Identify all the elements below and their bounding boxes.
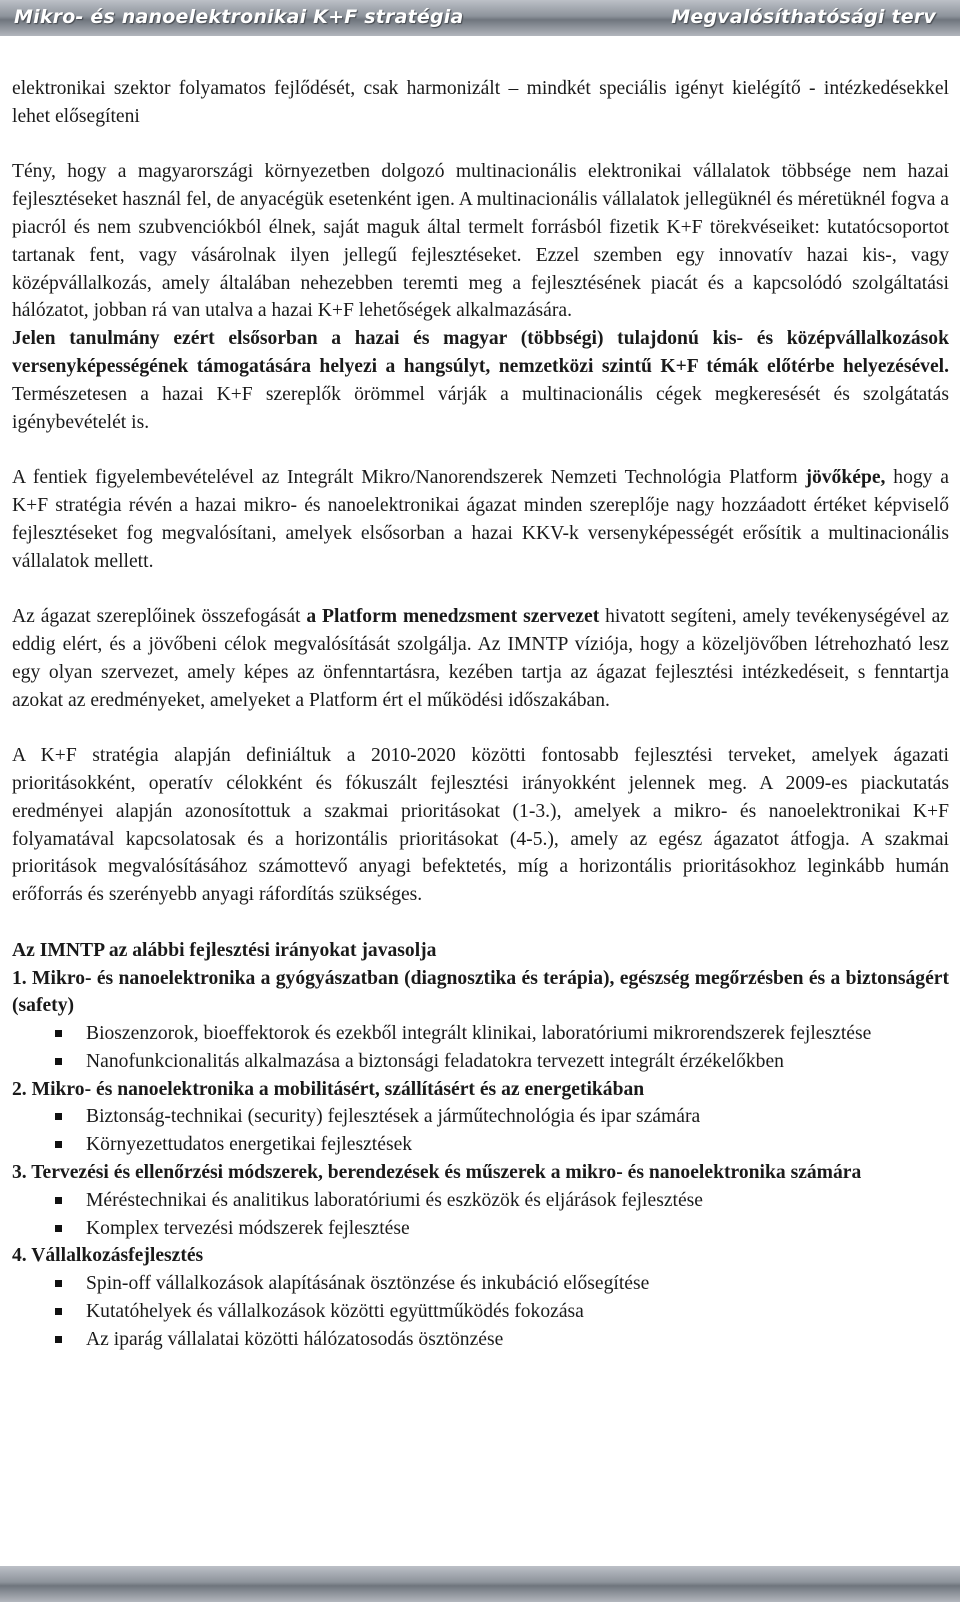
list-item: Komplex tervezési módszerek fejlesztése bbox=[86, 1215, 949, 1243]
directions-heading: Az IMNTP az alábbi fejlesztési irányokat javasolja bbox=[12, 939, 437, 961]
direction-1-list bbox=[12, 1020, 949, 1076]
direction-3-list bbox=[12, 1187, 949, 1243]
paragraph-2 bbox=[12, 158, 949, 436]
list-item: Nanofunkcionalitás alkalmazása a biztonsági feladatokra tervezett integrált érzékelőkben bbox=[86, 1048, 949, 1076]
list-item: Az iparág vállalatai közötti hálózatosodás ösztönzése bbox=[86, 1326, 949, 1354]
page-header-band bbox=[0, 0, 960, 36]
paragraph-2-bold: Jelen tanulmány ezért elsősorban a hazai és magyar (többségi) tulajdonú kis- és középvállalkozások versenyképességének támogatására helyezi a hangsúlyt, nemzetközi szintű K+F témák előtérbe helyezésével. bbox=[12, 328, 949, 377]
header-section-title: Megvalósíthatósági terv bbox=[671, 6, 936, 28]
direction-2-list bbox=[12, 1103, 949, 1159]
header-document-title: Mikro- és nanoelektronikai K+F stratégia bbox=[14, 6, 464, 28]
paragraph-2-end: Természetesen a hazai K+F szereplők örömmel várják a multinacionális cégek megkeresését és szolgátatás igénybevételét is. bbox=[12, 383, 949, 433]
paragraph-3-start: A fentiek figyelembevételével az Integrált Mikro/Nanorendszerek Nemzeti Technológia Platform bbox=[12, 467, 806, 489]
paragraph-4-start: Az ágazat szereplőinek összefogását bbox=[12, 606, 307, 628]
paragraph-3-end: hogy a K+F stratégia révén a hazai mikro- és nanoelektronikai ágazat minden szereplője nagy hozzáadott értéket képviselő fejlesztéseket fog megvalósítani, amelyek elsősorban a hazai KKV-k versenyképességét erősítik a multinacionális vállalatok mellett. bbox=[12, 467, 950, 572]
direction-4-list bbox=[12, 1270, 949, 1353]
list-item: Kutatóhelyek és vállalkozások közötti együttműködés fokozása bbox=[86, 1298, 949, 1326]
direction-3-title: 3. Tervezési és ellenőrzési módszerek, berendezések és műszerek a mikro- és nanoelektronika számára bbox=[12, 1162, 862, 1184]
paragraph-3 bbox=[12, 464, 949, 575]
direction-4-title: 4. Vállalkozásfejlesztés bbox=[12, 1245, 204, 1267]
direction-1-title: 1. Mikro- és nanoelektronika a gyógyászatban (diagnosztika és terápia), egészség megőrzésben és a biztonságért (safety) bbox=[12, 967, 949, 1017]
document-body bbox=[12, 75, 949, 1354]
paragraph-4-bold: a Platform menedzsment szervezet bbox=[306, 606, 600, 628]
page-footer-band bbox=[0, 1566, 960, 1602]
paragraph-3-bold: jövőképe, bbox=[805, 467, 886, 489]
paragraph-2-text: Tény, hogy a magyarországi környezetben dolgozó multinacionális elektronikai vállalatok többsége nem hazai fejlesztéseket használ fel, de anyacégük esetenként igen. A multinacionális vállalatok jellegüknél és méretüknél fogva a piacról és nem szubvenciókból élnek, saját maguk által termelt forrásból fizetik K+F törekvéseiket: kutatócsoportot tartanak fent, vagy vásárolnak ilyen jellegű fejlesztéseket. Ezzel szemben egy innovatív hazai kis-, vagy középvállalkozás, amely általában nehezebben teremti meg a fejlesztésének piacát és a kapcsolódó szolgáltatási hálózatot, jobban rá van utalva a hazai K+F lehetőségek alkalmazására. bbox=[12, 161, 949, 322]
list-item: Spin-off vállalkozások alapításának ösztönzése és inkubáció elősegítése bbox=[86, 1270, 949, 1298]
list-item: Bioszenzorok, bioeffektorok és ezekből integrált klinikai, laboratóriumi mikrorendszerek fejlesztése bbox=[86, 1020, 949, 1048]
paragraph-4 bbox=[12, 603, 949, 714]
paragraph-4-end: hivatott segíteni, amely tevékenységével az eddig elért, és a jövőbeni célok megvalósítását szolgálja. Az IMNTP víziója, hogy a közeljövőben létrehozható lesz egy olyan szervezet, amely képes az önfenntartásra, kezében tartja az ágazat fejlesztési intézkedéseit, s fenntartja azokat az eredményeket, amelyeket a Platform ért el működési időszakában. bbox=[12, 606, 949, 711]
direction-2-title: 2. Mikro- és nanoelektronika a mobilitásért, szállításért és az energetikában bbox=[12, 1078, 645, 1100]
list-item: Biztonság-technikai (security) fejlesztések a járműtechnológia és ipar számára bbox=[86, 1103, 949, 1131]
paragraph-5: A K+F stratégia alapján definiáltuk a 2010-2020 közötti fontosabb fejlesztési terveket, amelyek ágazati prioritásokként, operatív célokként és fókuszált fejlesztési irányokként jelennek meg. A 2009-es piackutatás eredményei alapján azonosítottuk a szakmai prioritásokat (1-3.), amelyek a mikro- és nanoelektronikai K+F folyamatával kapcsolatosak és a horizontális prioritásokat (4-5.), amely az egész ágazatot átfogja. A szakmai prioritások megvalósításához számottevő anyagi befektetés, míg a horizontális prioritásokhoz leginkább humán erőforrás és szerényebb anyagi ráfordítás szükséges. bbox=[12, 745, 949, 906]
list-item: Környezettudatos energetikai fejlesztések bbox=[86, 1131, 949, 1159]
list-item: Méréstechnikai és analitikus laboratóriumi és eszközök és eljárások fejlesztése bbox=[86, 1187, 949, 1215]
paragraph-1: elektronikai szektor folyamatos fejlődését, csak harmonizált – mindkét speciális igényt kielégítő - intézkedésekkel lehet elősegíteni bbox=[12, 78, 949, 127]
